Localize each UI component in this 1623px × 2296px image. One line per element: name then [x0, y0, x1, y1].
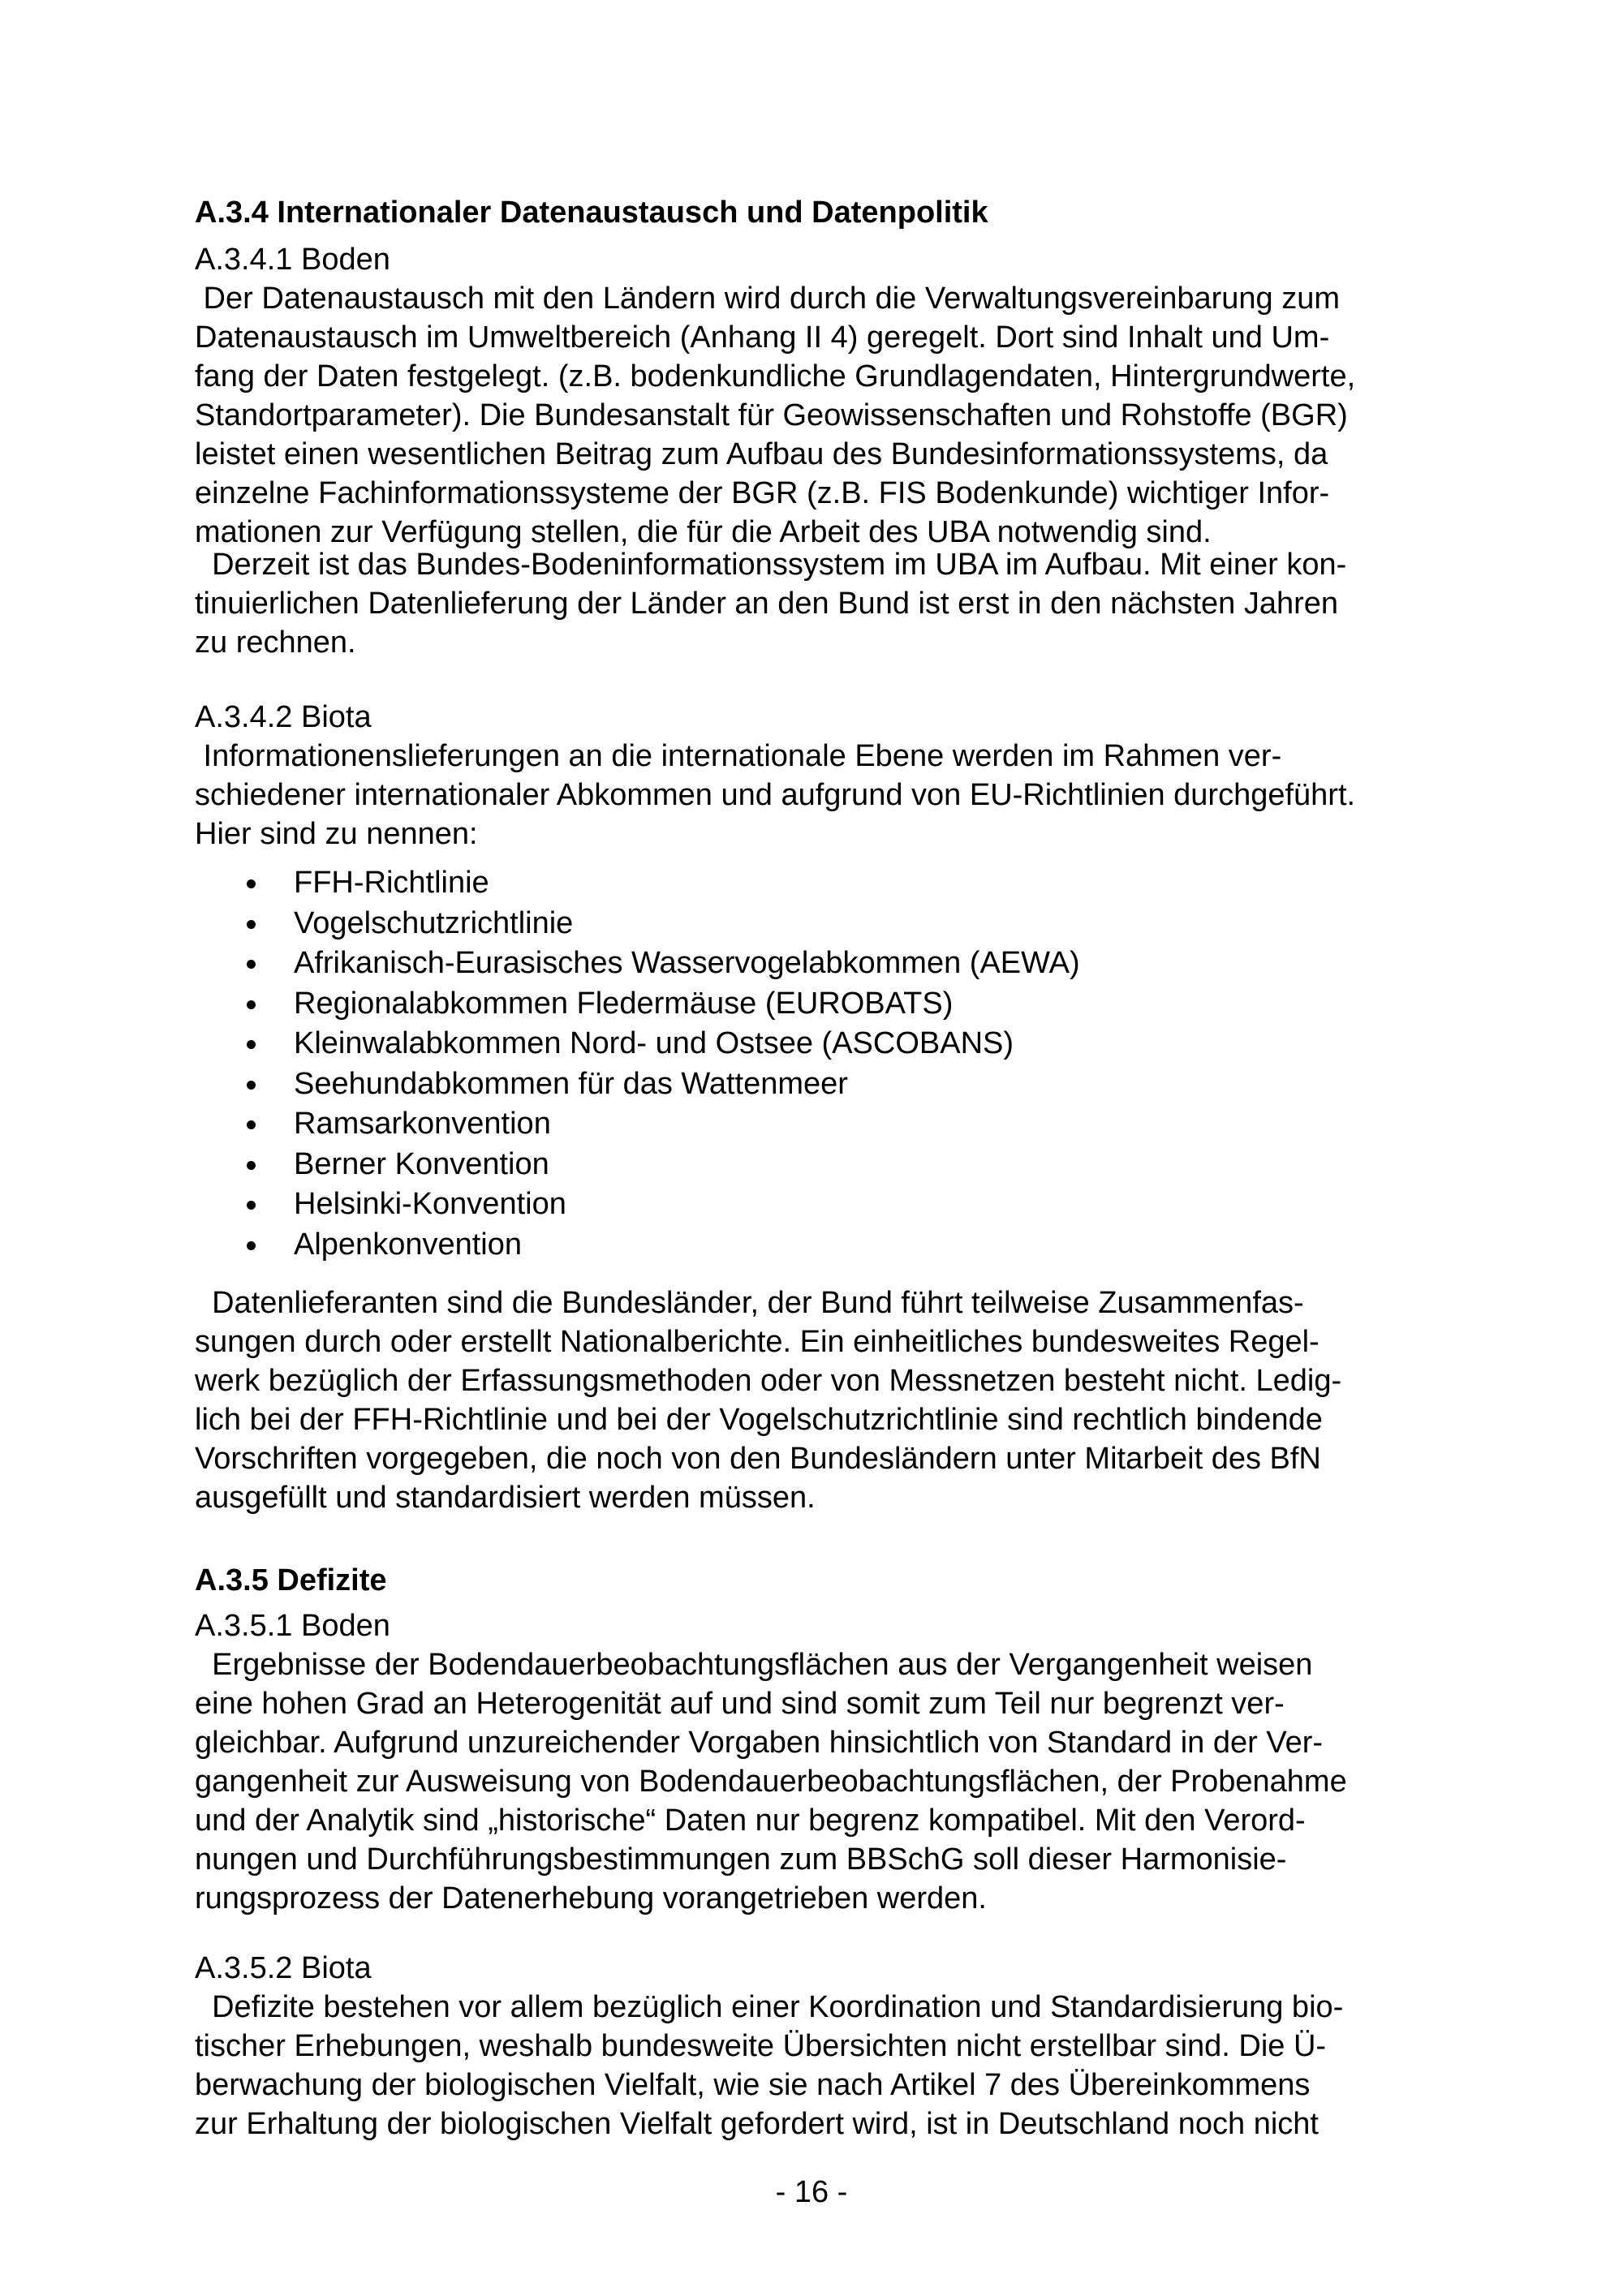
paragraph-a341-2 — [195, 545, 1444, 662]
text-line: tinuierlichen Datenlieferung der Länder an den Bund ist erst in den nächsten Jahren — [195, 587, 1339, 621]
bullet-icon — [247, 1040, 256, 1049]
heading-a341-boden: A.3.4.1 Boden — [195, 243, 390, 277]
text-line: eine hohen Grad an Heterogenität auf und sind somit zum Teil nur begrenzt ver- — [195, 1687, 1285, 1721]
paragraph-a351 — [195, 1645, 1444, 1918]
bullet-icon — [247, 1120, 256, 1129]
text-line: Ergebnisse der Bodendauerbeobachtungsflächen aus der Vergangenheit weisen — [195, 1648, 1313, 1682]
text-line: Datenaustausch im Umweltbereich (Anhang II 4) geregelt. Dort sind Inhalt und Um- — [195, 320, 1330, 355]
list-item-label: Seehundabkommen für das Wattenmeer — [294, 1066, 848, 1101]
list-item — [195, 1145, 1444, 1185]
text-line: fang der Daten festgelegt. (z.B. bodenkundliche Grundlagendaten, Hintergrundwerte, — [195, 359, 1356, 393]
list-item — [195, 1185, 1444, 1225]
bullet-icon — [247, 879, 256, 888]
bullet-icon — [247, 920, 256, 929]
list-item-label: FFH-Richtlinie — [294, 866, 489, 900]
list-item — [195, 1024, 1444, 1064]
list-item-label: Alpenkonvention — [294, 1227, 522, 1262]
text-line: Derzeit ist das Bundes-Bodeninformationssystem im UBA im Aufbau. Mit einer kon- — [195, 548, 1347, 582]
text-line: tischer Erhebungen, weshalb bundesweite Übersichten nicht erstellbar sind. Die Ü- — [195, 2029, 1327, 2063]
list-item-label: Kleinwalabkommen Nord- und Ostsee (ASCOBANS) — [294, 1026, 1014, 1060]
paragraph-a342-outro — [195, 1283, 1444, 1517]
agreements-list — [195, 863, 1444, 1265]
text-line: Informationenslieferungen an die internationale Ebene werden im Rahmen ver- — [195, 739, 1282, 773]
text-line: ausgefüllt und standardisiert werden müssen. — [195, 1481, 816, 1515]
text-line: und der Analytik sind „historische“ Daten nur begrenz kompatibel. Mit den Verord- — [195, 1804, 1306, 1838]
page-number: - 16 - — [775, 2175, 848, 2209]
bullet-icon — [247, 1201, 256, 1210]
text-line: gleichbar. Aufgrund unzureichender Vorgaben hinsichtlich von Standard in der Ver- — [195, 1726, 1324, 1760]
heading-a34: A.3.4 Internationaler Datenaustausch und Datenpolitik — [195, 196, 988, 230]
text-line: Der Datenaustausch mit den Ländern wird durch die Verwaltungsvereinbarung zum — [195, 282, 1341, 316]
list-item — [195, 904, 1444, 944]
text-line: rungsprozess der Datenerhebung vorangetrieben werden. — [195, 1881, 987, 1915]
list-item-label: Berner Konvention — [294, 1146, 549, 1181]
text-line: zu rechnen. — [195, 626, 356, 660]
text-line: sungen durch oder erstellt Nationalberichte. Ein einheitliches bundesweites Regel- — [195, 1325, 1319, 1359]
text-line: berwachung der biologischen Vielfalt, wie sie nach Artikel 7 des Übereinkommens — [195, 2068, 1311, 2102]
list-item — [195, 984, 1444, 1025]
heading-a35: A.3.5 Defizite — [195, 1563, 387, 1597]
text-line: Defizite bestehen vor allem bezüglich einer Koordination und Standardisierung bio- — [195, 1990, 1344, 2024]
text-line: zur Erhaltung der biologischen Vielfalt gefordert wird, ist in Deutschland noch nicht — [195, 2107, 1319, 2141]
paragraph-a341-1 — [195, 279, 1444, 552]
list-item-label: Afrikanisch-Eurasisches Wasservogelabkommen (AEWA) — [294, 946, 1080, 980]
bullet-icon — [247, 960, 256, 969]
list-item — [195, 1064, 1444, 1105]
list-item — [195, 1104, 1444, 1145]
text-line: werk bezüglich der Erfassungsmethoden oder von Messnetzen besteht nicht. Ledig- — [195, 1364, 1342, 1398]
text-line: Standortparameter). Die Bundesanstalt für Geowissenschaften und Rohstoffe (BGR) — [195, 398, 1348, 432]
heading-a342-biota: A.3.4.2 Biota — [195, 700, 372, 734]
list-item-label: Helsinki-Konvention — [294, 1187, 566, 1221]
list-item-label: Vogelschutzrichtlinie — [294, 905, 574, 940]
bullet-icon — [247, 1081, 256, 1090]
text-line: Hier sind zu nennen: — [195, 817, 478, 851]
bullet-icon — [247, 1161, 256, 1170]
bullet-icon — [247, 1241, 256, 1250]
text-line: lich bei der FFH-Richtlinie und bei der Vogelschutzrichtlinie sind rechtlich bindende — [195, 1403, 1323, 1437]
list-item-label: Ramsarkonvention — [294, 1107, 551, 1141]
text-line: gangenheit zur Ausweisung von Bodendauerbeobachtungsflächen, der Probenahme — [195, 1765, 1347, 1799]
list-item — [195, 863, 1444, 904]
list-item-label: Regionalabkommen Fledermäuse (EUROBATS) — [294, 986, 954, 1021]
list-item — [195, 1225, 1444, 1266]
text-line: schiedener internationaler Abkommen und aufgrund von EU-Richtlinien durchgeführt. — [195, 778, 1356, 812]
heading-a351-boden: A.3.5.1 Boden — [195, 1609, 390, 1643]
text-line: Vorschriften vorgegeben, die noch von den Bundesländern unter Mitarbeit des BfN — [195, 1442, 1321, 1476]
paragraph-a352 — [195, 1988, 1444, 2143]
list-item — [195, 944, 1444, 984]
heading-a352-biota: A.3.5.2 Biota — [195, 1951, 372, 1985]
paragraph-a342-intro — [195, 737, 1444, 853]
text-line: mationen zur Verfügung stellen, die für die Arbeit des UBA notwendig sind. — [195, 515, 1212, 549]
text-line: leistet einen wesentlichen Beitrag zum Aufbau des Bundesinformationssystems, da — [195, 437, 1328, 471]
text-line: einzelne Fachinformationssysteme der BGR (z.B. FIS Bodenkunde) wichtiger Infor- — [195, 476, 1330, 510]
text-line: Datenlieferanten sind die Bundesländer, der Bund führt teilweise Zusammenfas- — [195, 1286, 1304, 1320]
bullet-icon — [247, 1000, 256, 1009]
text-line: nungen und Durchführungsbestimmungen zum BBSchG soll dieser Harmonisie- — [195, 1842, 1287, 1877]
